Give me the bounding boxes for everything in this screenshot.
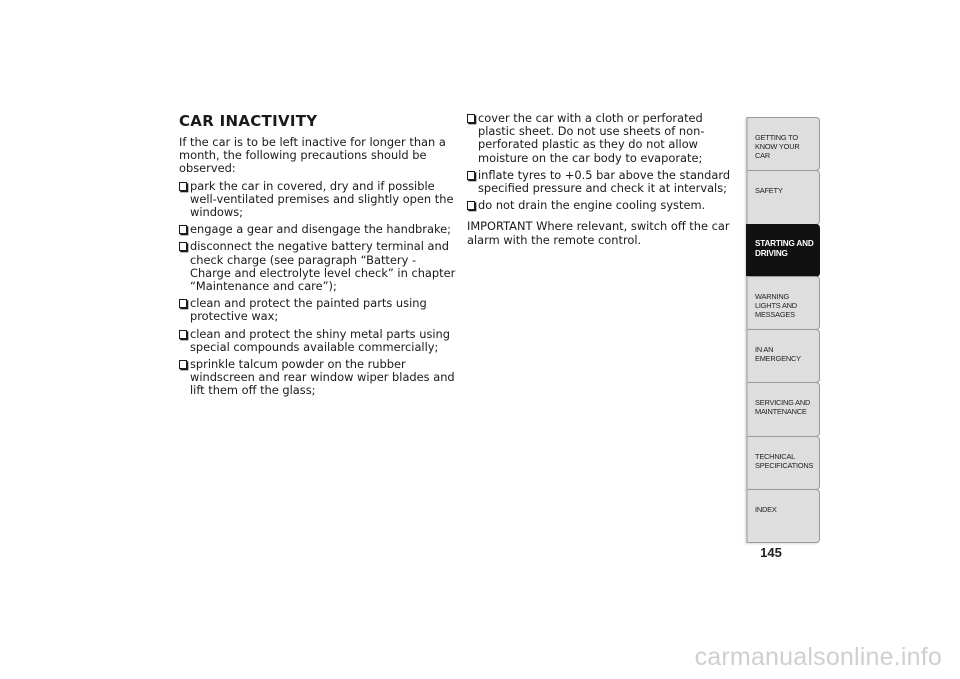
checkbox-bullet-icon [179,360,187,369]
list-item: disconnect the negative battery terminal and check charge (see paragraph “Battery - Charge and electrolyte level check” in chapter “Maintenance and care”); [179,240,457,293]
checkbox-bullet-icon [179,242,187,251]
tab-in-an-emergency[interactable]: IN AN EMERGENCY [746,329,820,383]
important-note: IMPORTANT Where relevant, switch off the car alarm with the remote control. [467,219,730,247]
tab-warning-lights-and-messages[interactable]: WARNING LIGHTS AND MESSAGES [746,276,820,330]
tab-starting-and-driving[interactable]: STARTING AND DRIVING [746,224,820,277]
checkbox-bullet-icon [467,201,475,210]
checkbox-bullet-icon [179,330,187,339]
chapter-tabs [746,117,820,543]
tab-technical-specifications[interactable]: TECHNICAL SPECIFICATIONS [746,436,820,490]
checkbox-bullet-icon [467,171,475,180]
list-item: engage a gear and disengage the handbrake; [179,223,457,236]
tab-getting-to-know-your-car[interactable]: GETTING TO KNOW YOUR CAR [746,117,820,171]
list-item: cover the car with a cloth or perforated plastic sheet. Do not use sheets of non-perforated plastic as they do not allow moisture on the car body to evaporate; [467,112,742,165]
tab-safety[interactable]: SAFETY [746,170,820,224]
right-column [467,112,742,251]
section-title: CAR INACTIVITY [179,112,318,130]
left-precautions-list [179,180,457,398]
left-column [179,112,457,402]
checkbox-bullet-icon [179,182,187,191]
watermark: carmanualsonline.info [694,643,942,671]
list-item: sprinkle talcum powder on the rubber windscreen and rear window wiper blades and lift them off the glass; [179,358,457,398]
tab-index[interactable]: INDEX [746,489,820,543]
checkbox-bullet-icon [179,225,187,234]
page-number: 145 [760,545,782,560]
checkbox-bullet-icon [467,114,475,123]
tab-servicing-and-maintenance[interactable]: SERVICING AND MAINTENANCE [746,382,820,436]
right-precautions-list [467,112,742,212]
list-item: clean and protect the shiny metal parts using special compounds available commercially; [179,328,457,354]
list-item: park the car in covered, dry and if possible well-ventilated premises and slightly open the windows; [179,180,457,220]
checkbox-bullet-icon [179,299,187,308]
list-item: clean and protect the painted parts using protective wax; [179,297,457,323]
list-item: do not drain the engine cooling system. [467,199,742,212]
list-item: inflate tyres to +0.5 bar above the standard specified pressure and check it at intervals; [467,169,742,195]
intro-paragraph: If the car is to be left inactive for longer than a month, the following precautions should be observed: [179,135,446,176]
